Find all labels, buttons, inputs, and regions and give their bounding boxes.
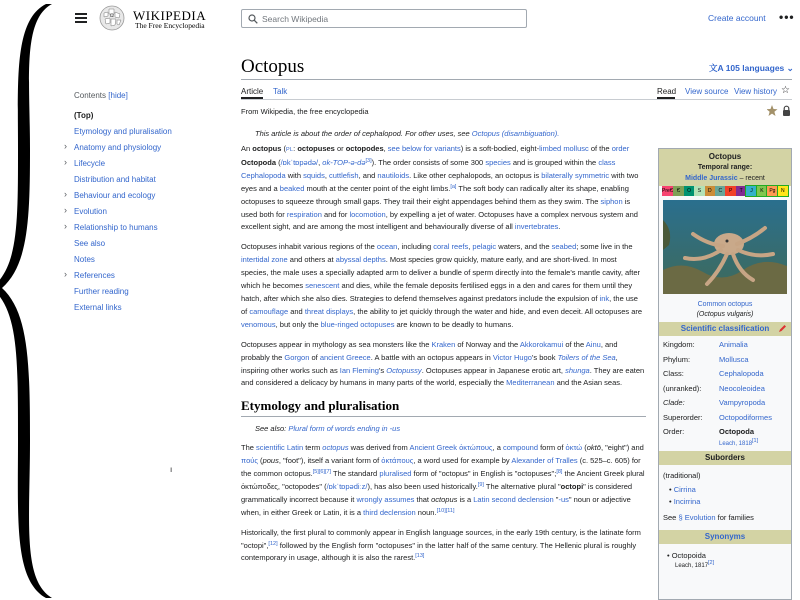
see-evolution-note: See § Evolution for families [663,512,754,522]
image-caption [659,299,791,310]
taxon-row-clade: Clade: Vampyropoda [663,398,766,407]
temporal-range-value: Middle Jurassic – recent [659,173,791,186]
pencil-icon[interactable] [778,324,787,333]
article-content [241,143,646,572]
period-triassic[interactable]: T [736,186,746,196]
chevron-down-icon: ⌄ [784,63,794,73]
octopus-photo[interactable] [663,200,787,294]
languages-button[interactable] [709,62,794,74]
toc-item-further-reading[interactable]: Further reading [74,287,129,296]
period-cretaceous[interactable]: K [757,186,767,196]
featured-star-icon [767,105,778,116]
toc-item-external-links[interactable]: External links [74,303,122,312]
toc-item-evolution[interactable]: Evolution [74,207,107,216]
period-ordovician[interactable]: O [684,186,694,196]
section-heading-etymology: Etymology and pluralisation [241,398,646,417]
etymology-paragraph-2: Historically, the first plural to commonly appear in English language sources, in the early 19th century, is the latinate form "octopi",[12] followed by the English form "octopuses" in the latter half of the same century. The Hellenic plural is roughly contemporary in usage, although it is also the rarest.[13] [241,527,641,563]
temporal-range-label: Temporal range: [659,162,791,173]
toc-item-behaviour[interactable]: Behaviour and ecology [74,191,156,200]
main-menu-icon[interactable] [75,13,87,23]
taxon-row-order: Order: Octopoda [663,427,754,436]
synonym-authority: Leach, 1817[2] [675,559,715,569]
see-also-link[interactable]: Plural form of words ending in -us [288,424,401,434]
intro-paragraph-1: An octopus (PL: octopuses or octopodes, see below for variants) is a soft-bodied, eight-limbed mollusc of the order Octopoda (/ɒkˈtɒpədə/, ok-TOP-ə-də[3]). The order consists of some 300 species and is grouped within the class Cephalopoda with squids, cuttlefish, and nautiloids. Like other cephalopods, an octopus is bilaterally symmetric with two eyes and a beaked mouth at the center point of the eight limbs.[a] The soft body can radically alter its shape, enabling octopuses to squeeze through small gaps. They trail their eight appendages behind them as they swim. The siphon is used both for respiration and for locomotion, by expelling a jet of water. Octopuses have a complex nervous system and excellent sight, and are among the most intelligent and behaviourally diverse of all invertebrates. [241,144,639,232]
order-authority: Leach, 1818[1] [719,437,759,447]
infobox-title: Octopus [659,149,791,162]
synonyms-header[interactable]: Synonyms [659,530,791,544]
taxon-row-unranked: (unranked): Neocoleoidea [663,383,765,393]
suborders-note: (traditional) [663,470,701,480]
period-carboniferous[interactable]: C [715,186,725,196]
left-brace-decoration [0,0,60,600]
taxon-row-superorder: Superorder: Octopodiformes [663,412,772,422]
era-link[interactable]: Middle Jurassic [685,175,738,182]
chevron-right-icon[interactable]: › [64,205,67,215]
tab-talk[interactable]: Talk [273,87,288,96]
languages-label: 105 languages [725,63,785,73]
chevron-right-icon[interactable]: › [64,221,67,231]
toc-item-distribution[interactable]: Distribution and habitat [74,175,156,184]
text-cursor-icon: ı [170,465,173,474]
chevron-right-icon[interactable]: › [64,157,67,167]
period-neogene[interactable]: N [778,186,788,196]
geologic-timeline[interactable] [662,186,788,196]
toc-hide-link[interactable]: [hide] [108,91,128,100]
see-also-hatnote: See also: Plural form of words ending in -us [255,424,401,434]
toc-item-lifecycle[interactable]: Lifecycle [74,159,106,168]
suborders-header: Suborders [659,451,791,465]
page-title: Octopus [241,56,305,77]
etymology-paragraph-1: The scientific Latin term octopus was derived from Ancient Greek ὀκτώπους, a compound form of ὀκτώ (oktō, "eight") and πούς (pous, "foot"), itself a variant form of ὀκτάπους, a word used for example by Alexander of Tralles (c. 525–c. 605) for the common octopus.[5][6][7] The standard pluralised form of "octopus" in English is "octopuses";[8] the Ancient Greek plural ὀκτώποδες, "octopodes" (/ɒkˈtɒpədiːz/), has also been used historically.[9] The alternative plural "octopi" is considered grammatically incorrect because it wrongly assumes that octopus is a Latin second declension "-us" noun or adjective when, in either Greek or Latin, it is a third declension noun.[10][11] [241,443,645,517]
search-icon [248,14,258,24]
watch-star-icon[interactable]: ☆ [781,85,790,96]
toc-heading: Contents [hide] [74,91,128,100]
toc-item-references[interactable]: References [74,271,115,280]
suborder-list [659,484,791,508]
period-jurassic[interactable]: J [746,186,756,196]
create-account-link[interactable]: Create account [708,13,766,23]
featured-article-icons[interactable] [767,105,793,117]
search-input[interactable] [262,10,522,27]
period-paleogene[interactable]: Pg [767,186,777,196]
hatnote: This article is about the order of cephalopod. For other uses, see Octopus (disambiguation). [255,129,560,138]
period-devonian[interactable]: D [705,186,715,196]
logo-wordmark[interactable]: WIKIPEDIA [133,8,207,23]
period-silurian[interactable]: S [694,186,704,196]
period-permian[interactable]: P [725,186,735,196]
taxon-row-kingdom: Kingdom: Animalia [663,340,748,349]
tab-view-source[interactable]: View source [685,87,729,96]
title-divider [241,79,792,80]
image-caption-scientific: (Octopus vulgaris) [696,311,754,318]
toc-item-anatomy[interactable]: Anatomy and physiology [74,143,162,152]
list-item: • Cirrina [669,484,696,494]
wikipedia-globe-logo[interactable] [99,5,125,31]
toc-item-etymology[interactable]: Etymology and pluralisation [74,127,172,136]
toc-item-notes[interactable]: Notes [74,255,95,264]
scientific-classification-header[interactable]: Scientific classification [659,322,791,336]
list-item: • Incirrina [669,496,701,506]
svg-text:Ω: Ω [110,14,114,19]
image-caption-link[interactable]: Common octopus [697,301,753,308]
toc-item-top[interactable]: (Top) [74,111,94,120]
period-precambrian[interactable]: PreЄ [662,188,674,194]
toc-item-see-also[interactable]: See also [74,239,106,248]
tab-article[interactable]: Article [241,87,264,96]
tabs-divider [241,99,792,100]
synonym-item: • Octopoida [667,550,706,560]
tagline: From Wikipedia, the free encyclopedia [241,107,369,116]
taxon-row-class: Class: Cephalopoda [663,369,764,378]
intro-paragraph-3: Octopuses appear in mythology as sea monsters like the Kraken of Norway and the Akkorokamui of the Ainu, and probably the Gorgon of ancient Greece. A battle with an octopus appears in Victor Hugo's book Toilers of the Sea, inspiring other works such as Ian Fleming's Octopussy. Octopuses appear in Japanese erotic art, shunga. They are eaten and considered a delicacy by humans in many parts of the world, especially the Mediterranean and the Asian seas. [241,339,645,388]
intro-paragraph-2: Octopuses inhabit various regions of the ocean, including coral reefs, pelagic waters, and the seabed; some live in the intertidal zone and others at abyssal depths. Most species grow quickly, mature early, and are short-lived. In most species, the male uses a specially adapted arm to deliver a bundle of sperm directly into the female's mantle cavity, after which he becomes senescent and dies, while the female deposits fertilised eggs in a den and cares for them until they hatch, after which she also dies. Strategies to defend themselves against predators include the expulsion of ink, the use of camouflage and threat displays, the ability to jet quickly through the water and hide, and even deceit. All octopuses are venomous, but only the blue-ringed octopuses are known to be deadly to humans. [241,242,643,329]
hatnote-link[interactable]: Octopus (disambiguation). [471,129,560,138]
chevron-right-icon[interactable]: › [64,189,67,199]
logo-tagline: The Free Encyclopedia [135,21,205,30]
translate-icon: 文A [709,63,726,73]
chevron-right-icon[interactable]: › [64,141,67,151]
taxon-row-phylum: Phylum: Mollusca [663,354,749,364]
chevron-right-icon[interactable]: › [64,269,67,279]
tab-view-history[interactable]: View history [734,87,777,96]
lock-icon [783,106,790,116]
search-box[interactable] [241,9,527,28]
period-cambrian[interactable]: Є [673,186,683,196]
tab-read[interactable]: Read [657,87,677,96]
taxobox [658,148,792,600]
toc-item-relationship[interactable]: Relationship to humans [74,223,158,232]
more-options-icon[interactable]: ••• [779,10,795,24]
